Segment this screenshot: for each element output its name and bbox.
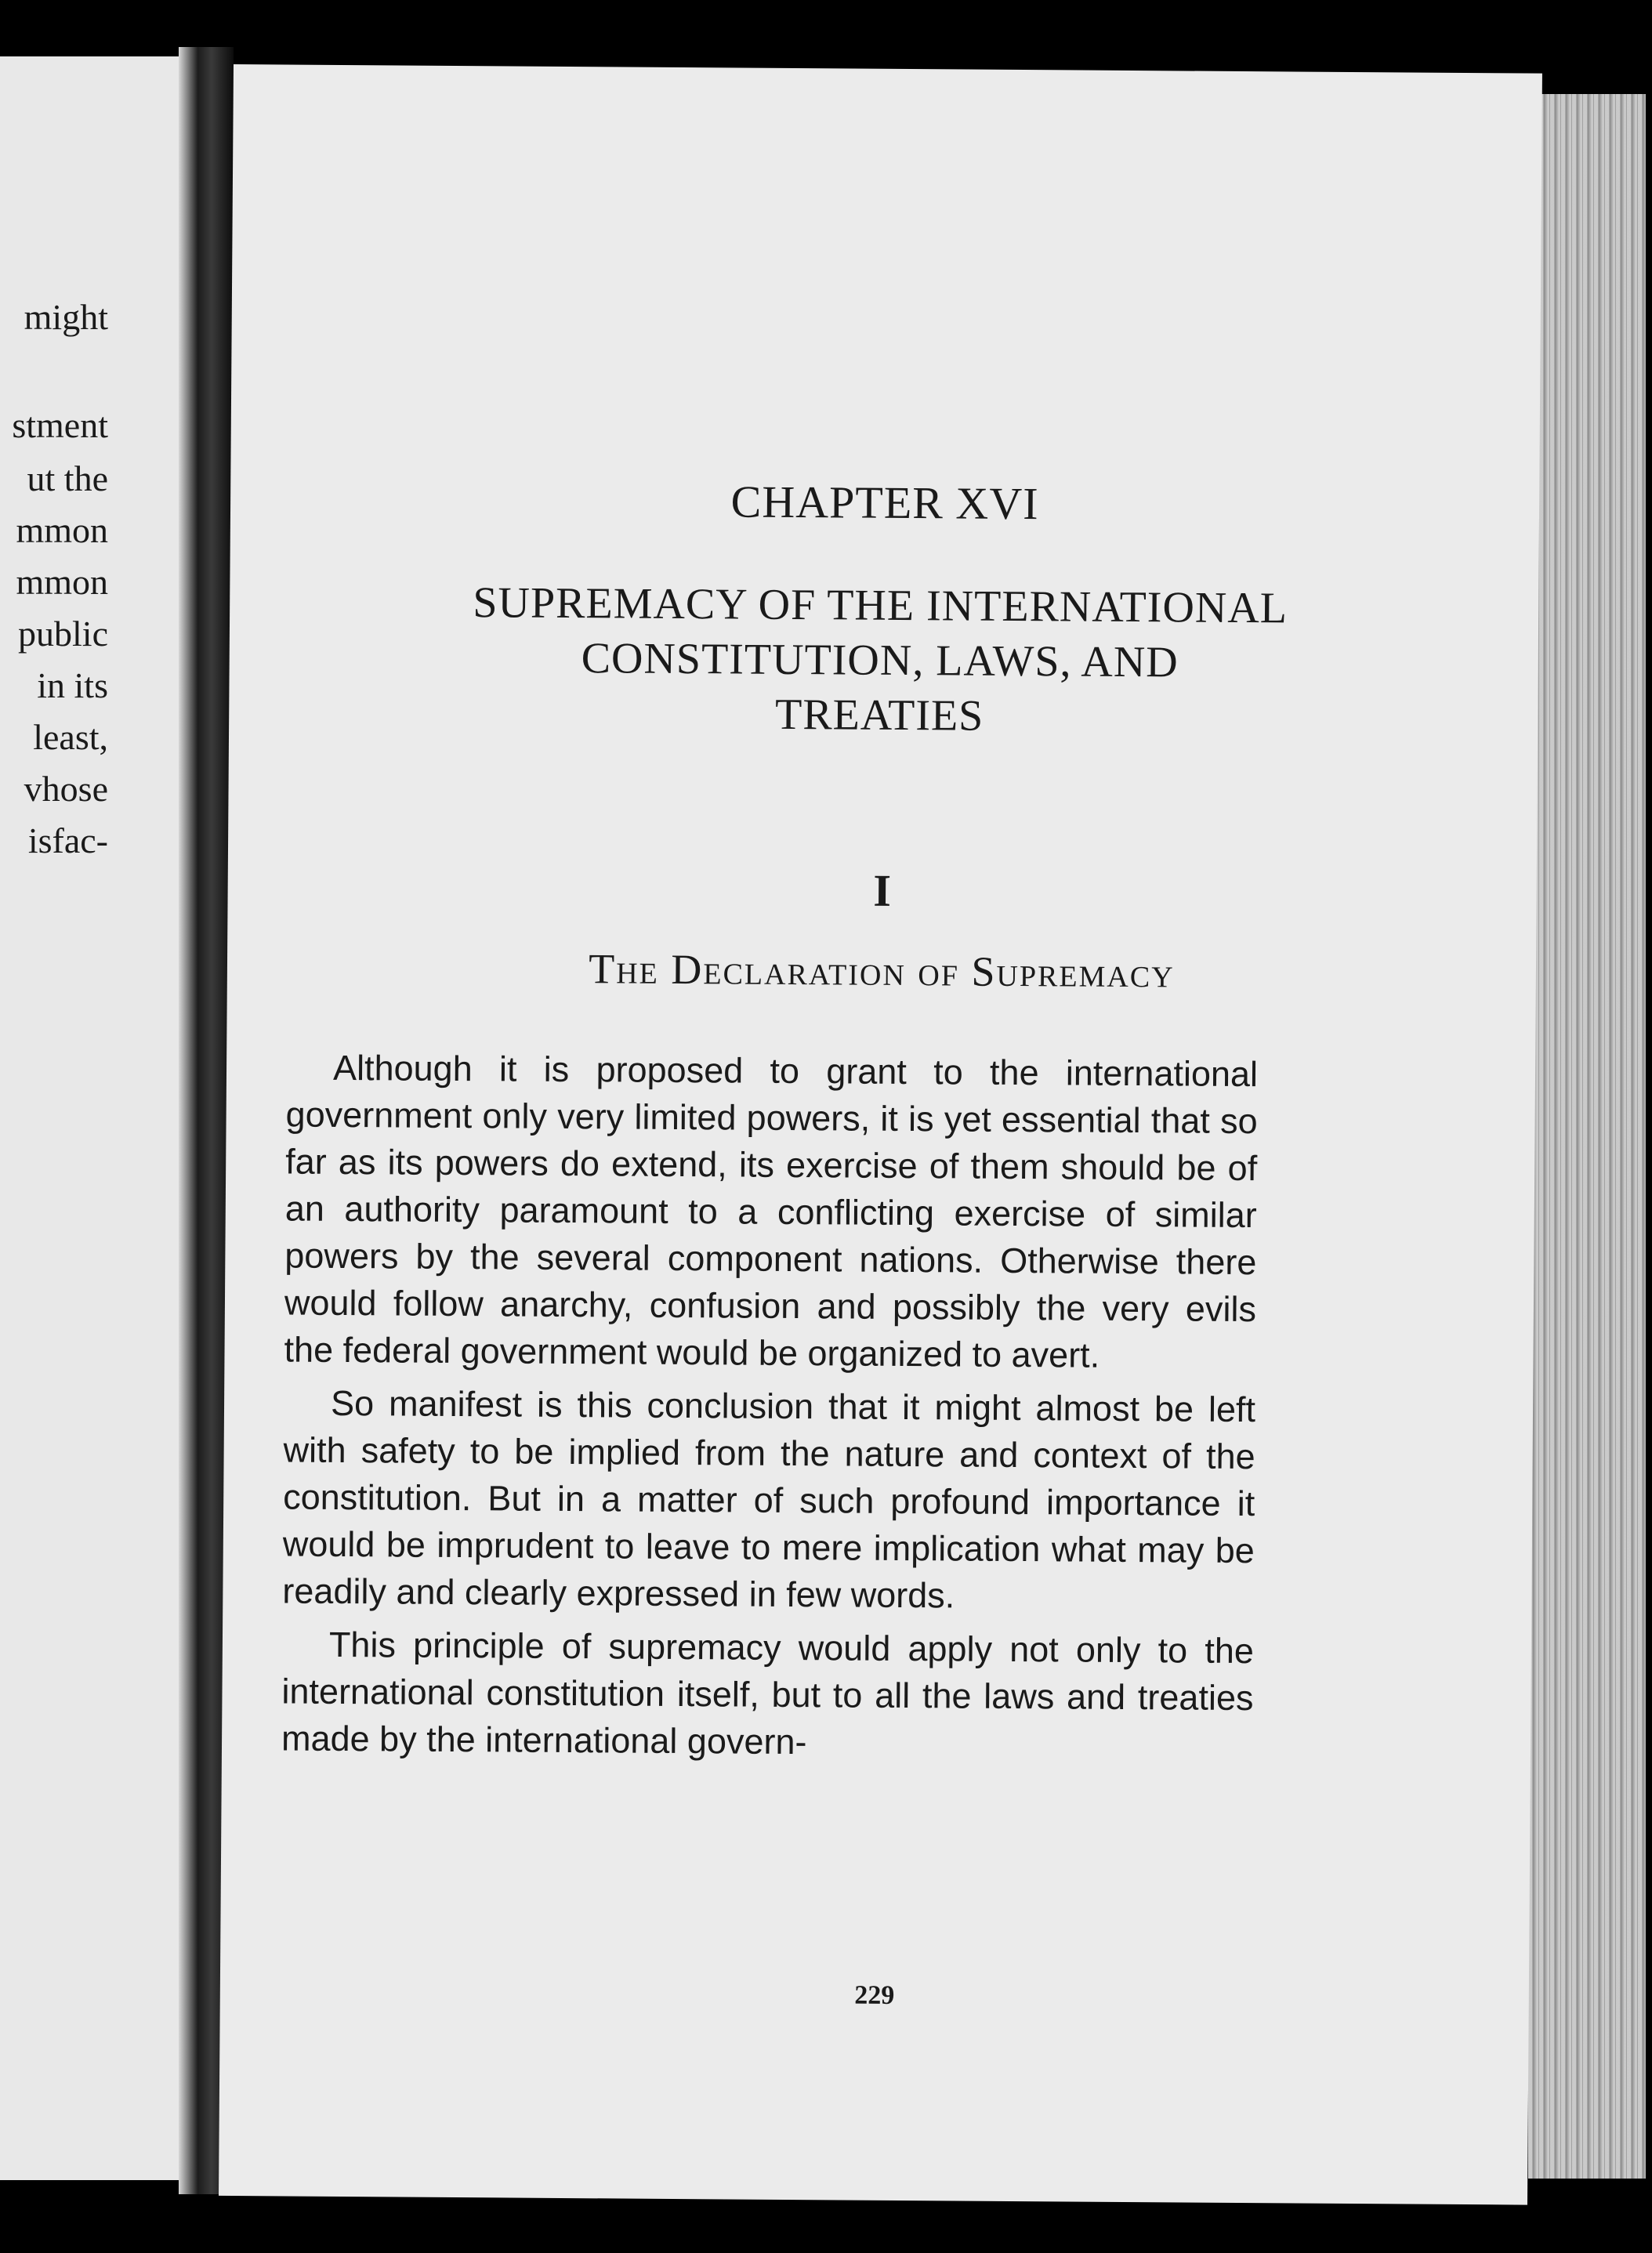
- left-page-line: mmon: [16, 562, 108, 602]
- left-page-line: stment: [12, 405, 108, 445]
- section-heading: The Declaration of Supremacy: [589, 945, 1175, 997]
- chapter-title-line: SUPREMACY OF THE INTERNATIONAL: [473, 578, 1288, 633]
- left-page-line: least,: [33, 717, 108, 757]
- chapter-title-line: CONSTITUTION, LAWS, AND: [581, 634, 1179, 687]
- left-page-line: isfac-: [27, 820, 108, 860]
- left-page-line: in its: [37, 665, 108, 705]
- left-page-line: mmon: [16, 510, 108, 550]
- left-page-line: ut the: [27, 458, 108, 498]
- body-text: [281, 1045, 1258, 1776]
- left-page-line: might: [24, 297, 108, 337]
- chapter-label: CHAPTER XVI: [730, 476, 1039, 530]
- left-page-line: public: [18, 614, 108, 654]
- book-page: [219, 64, 1542, 2205]
- page-number: 229: [854, 1980, 895, 2010]
- paragraph: Although it is proposed to grant to the international government only very limited powers, it is yet essential that so far as its powers do extend, its exercise of them should be of an authority paramount to a conflicting exercise of similar powers by the several component nations. Otherwise there would follow anarchy, confusion and possibly the very evils the federal government would be organized to avert.: [284, 1047, 1259, 1375]
- section-number: I: [873, 864, 892, 916]
- chapter-title-line: TREATIES: [774, 690, 984, 741]
- chapter-title: [331, 574, 1429, 747]
- left-facing-page: [0, 56, 196, 2180]
- page-edges: [1528, 94, 1646, 2179]
- left-page-line: vhose: [24, 769, 108, 809]
- paragraph: This principle of supremacy would apply not only to the international constitution itself, but to all the laws and treaties made by the international govern-: [281, 1624, 1255, 1762]
- paragraph: So manifest is this conclusion that it might almost be left with safety to be implied from the nature and context of the constitution. But in a matter of such profound importance it would be imprudent to leave to mere implication what may be readily and clearly expressed in few words.: [282, 1382, 1256, 1616]
